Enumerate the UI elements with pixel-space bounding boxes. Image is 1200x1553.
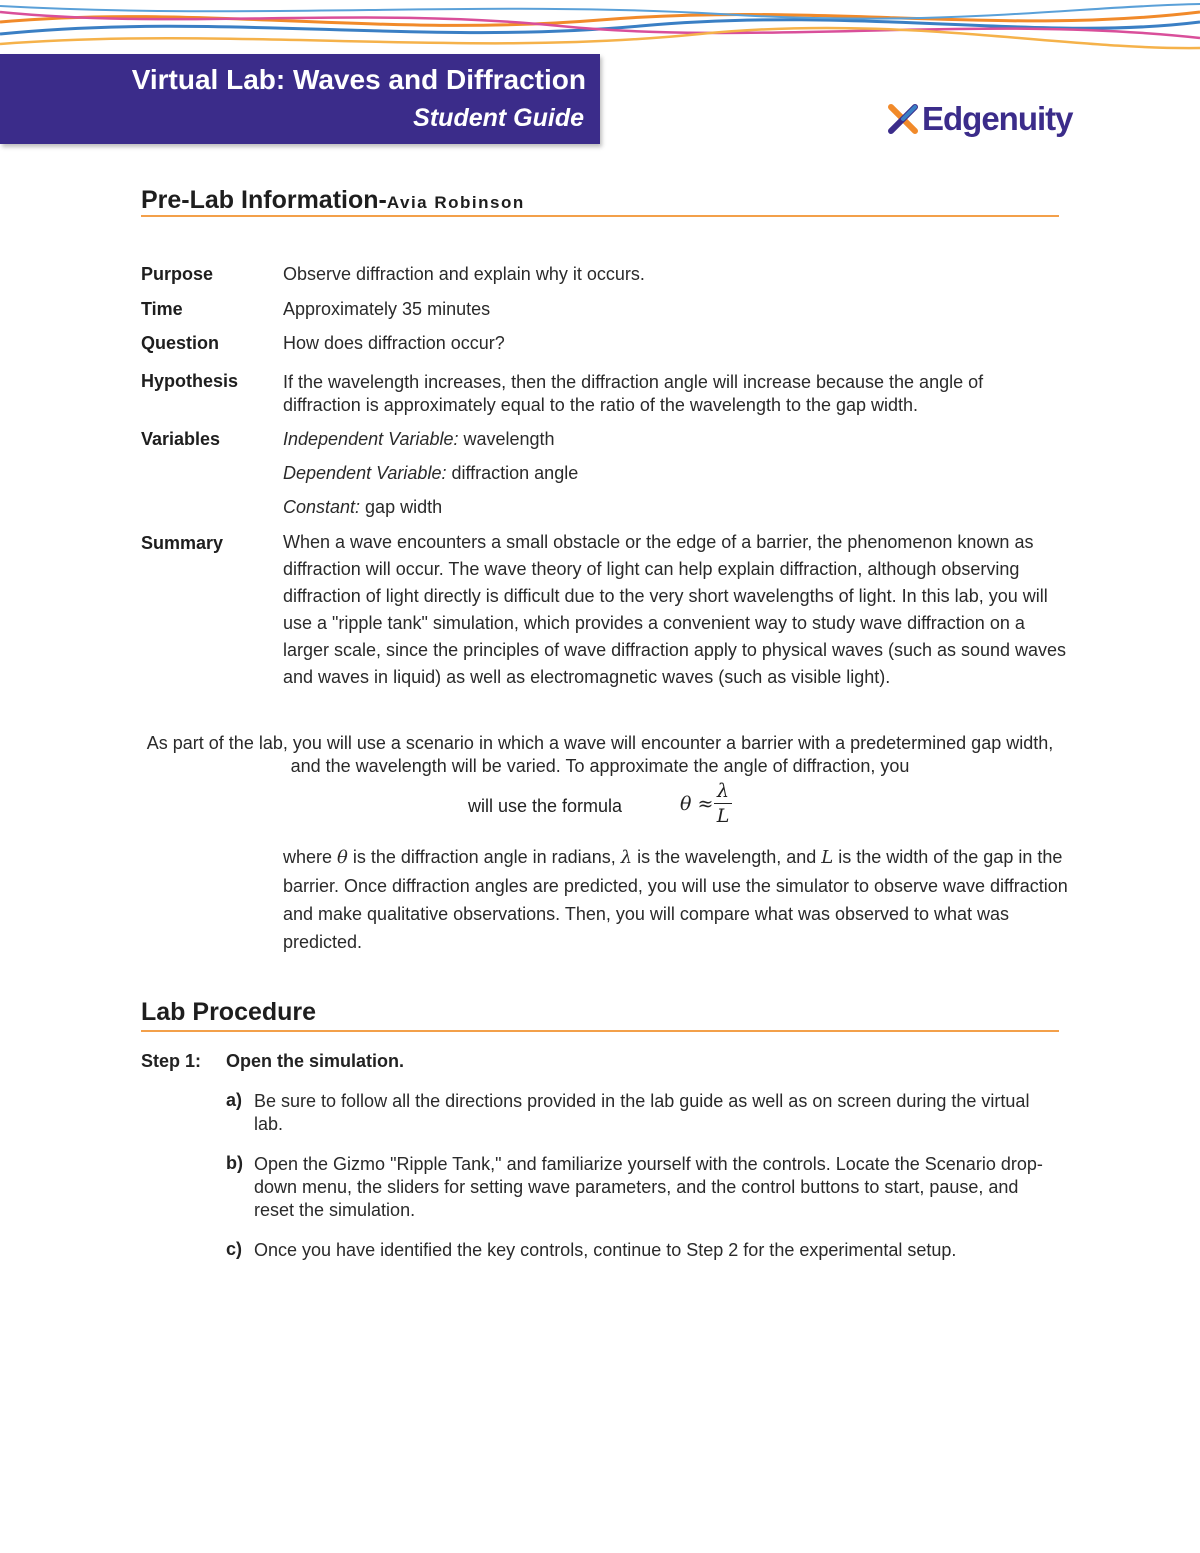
step-title: Open the simulation. [226, 1051, 405, 1071]
hypothesis-label: Hypothesis [141, 371, 239, 391]
list-item: Be sure to follow all the directions provided in the lab guide as well as on screen during the virtual lab. [254, 1091, 1030, 1134]
formula-numerator: λ [716, 780, 730, 802]
logo-wordmark: Edgenuity [922, 100, 1073, 137]
formula-fraction [714, 780, 732, 827]
x-mark-icon [888, 104, 918, 134]
intro-paragraph: As part of the lab, you will use a scenario in which a wave will encounter a barrier with a predetermined gap width, and the wavelength will be varied. To approximate the angle of diffraction, you [146, 733, 1054, 776]
summary-text: When a wave encounters a small obstacle or the edge of a barrier, the phenomenon known as diffraction will occur. The wave theory of light can help explain diffraction, although observing diffraction of light directly is difficult due to the very short wavelengths of light. In this lab, you will use a "ripple tank" simulation, which provides a convenient way to study wave diffraction on a larger scale, since the principles of wave diffraction apply to physical waves (such as sound waves and waves in liquid) as well as electromagnetic waves (such as visible light). [283, 532, 1067, 687]
formula-lhs: θ ≈ [680, 793, 714, 815]
independent-variable: Independent Variable: wavelength [283, 429, 555, 449]
heading-rule [141, 215, 1059, 217]
list-item: Open the Gizmo "Ripple Tank," and familiarize yourself with the controls. Locate the Scenario drop-down menu, the sliders for setting wave parameters, and the control buttons to start, pause, and reset the simulation. [254, 1154, 1043, 1220]
time-text: Approximately 35 minutes [283, 299, 491, 319]
time-label: Time [141, 299, 183, 319]
question-label: Question [141, 333, 220, 353]
title-banner [0, 54, 600, 144]
formula-explanation: where θ is the diffraction angle in radians, λ is the wavelength, and L is the width of the gap in the barrier. Once diffraction angles are predicted, you will use the simulator to observe wave diffraction and make qualitative observations. Then, you will compare what was observed to what was predicted. [283, 847, 1068, 952]
student-name: Avia Robinson [386, 193, 525, 212]
purpose-label: Purpose [141, 264, 214, 284]
summary-label: Summary [141, 533, 224, 553]
formula-lead: will use the formula [468, 796, 623, 816]
formula-denominator: L [716, 805, 730, 827]
dependent-variable: Dependent Variable: diffraction angle [283, 463, 579, 483]
list-item: Once you have identified the key controls, continue to Step 2 for the experimental setup. [254, 1240, 957, 1260]
list-marker: a) [226, 1090, 243, 1110]
document-subtitle: Student Guide [413, 104, 584, 132]
variables-label: Variables [141, 429, 221, 449]
purpose-text: Observe diffraction and explain why it occurs. [283, 264, 645, 284]
list-marker: c) [226, 1239, 243, 1259]
list-marker: b) [226, 1153, 243, 1173]
hypothesis-text: If the wavelength increases, then the diffraction angle will increase because the angle of diffraction is approximately equal to the ratio of the wavelength to the gap width. [283, 372, 984, 415]
document-title: Virtual Lab: Waves and Diffraction [131, 64, 586, 95]
question-text: How does diffraction occur? [283, 333, 505, 353]
procedure-heading: Lab Procedure [141, 998, 317, 1026]
prelab-heading: Pre-Lab Information-Avia Robinson [141, 186, 525, 214]
step-label: Step 1: [141, 1051, 202, 1071]
constant-variable: Constant: gap width [283, 497, 443, 517]
procedure-rule [141, 1030, 1059, 1032]
